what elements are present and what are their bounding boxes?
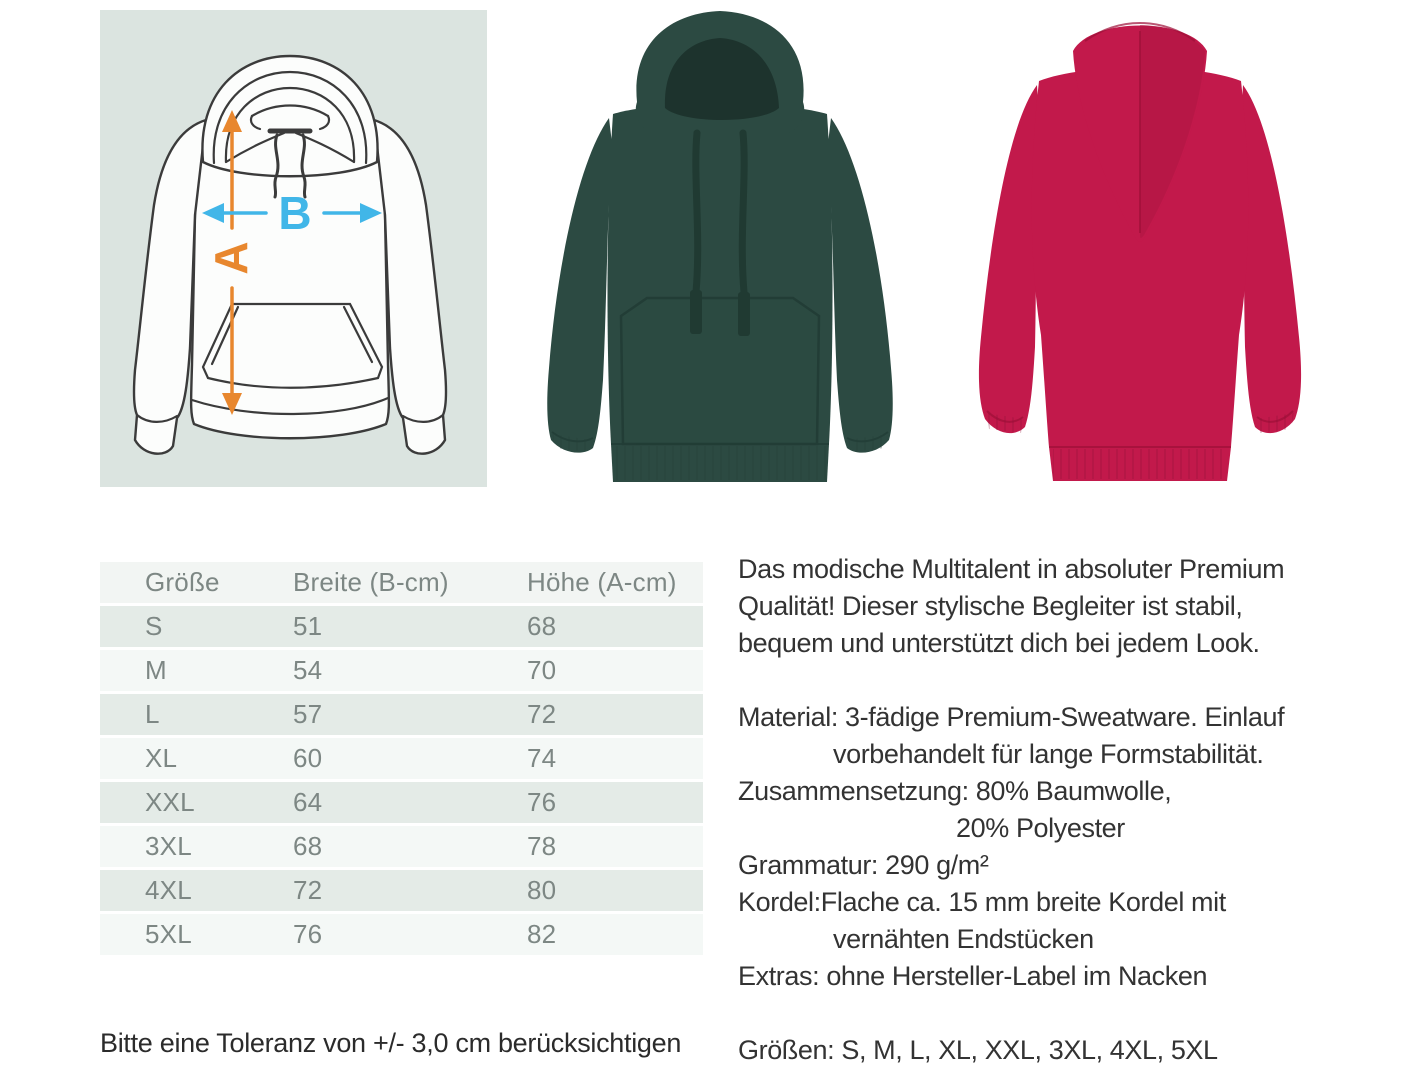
size-row-m (100, 650, 703, 694)
height-cell: 76 (482, 782, 703, 826)
size-diagram-panel (100, 10, 487, 487)
size-table-header-groesse: Größe (100, 562, 248, 606)
paragraph-gap (738, 662, 1424, 699)
height-cell: 80 (482, 870, 703, 914)
width-cell: 51 (248, 606, 482, 650)
description-line-zusammensetzung-cont: 20% Polyester (956, 813, 1125, 843)
size-cell: XXL (100, 782, 248, 826)
description-line: bequem und unterstützt dich bei jedem Look. (738, 628, 1260, 658)
description-line-extras: Extras: ohne Hersteller-Label im Nacken (738, 961, 1208, 991)
width-cell: 54 (248, 650, 482, 694)
size-table-header-row (100, 562, 703, 606)
hoodie-measurement-sketch (100, 10, 487, 487)
height-cell: 82 (482, 914, 703, 958)
product-photo-back-red (945, 5, 1335, 495)
width-cell: 68 (248, 826, 482, 870)
description-line-groessen: Größen: S, M, L, XL, XXL, 3XL, 4XL, 5XL (738, 1035, 1218, 1065)
description-line-kordel: Kordel:Flache ca. 15 mm breite Kordel mit (738, 887, 1226, 917)
width-label-b: B (278, 187, 312, 239)
description-line-zusammensetzung: Zusammensetzung: 80% Baumwolle, (738, 776, 1172, 806)
size-table-header-breite: Breite (B-cm) (248, 562, 482, 606)
kangaroo-pocket (621, 298, 819, 444)
size-row-3xl (100, 826, 703, 870)
hoodie-front-illustration (525, 0, 915, 500)
description-line-material-cont: vorbehandelt für lange Formstabilität. (833, 739, 1264, 769)
size-row-xl (100, 738, 703, 782)
width-cell: 57 (248, 694, 482, 738)
size-row-l (100, 694, 703, 738)
tolerance-note: Bitte eine Toleranz von +/- 3,0 cm berücksichtigen (100, 1028, 682, 1058)
size-table (100, 562, 703, 958)
height-cell: 72 (482, 694, 703, 738)
size-cell: M (100, 650, 248, 694)
width-cell: 76 (248, 914, 482, 958)
size-cell: L (100, 694, 248, 738)
size-row-4xl (100, 870, 703, 914)
waistband-rib (613, 446, 827, 480)
size-cell: 5XL (100, 914, 248, 958)
height-cell: 68 (482, 606, 703, 650)
height-cell: 70 (482, 650, 703, 694)
sketch-outline (134, 56, 446, 454)
width-cell: 64 (248, 782, 482, 826)
height-label-a: A (205, 241, 257, 275)
hem-rib (1053, 449, 1227, 479)
description-line: Das modische Multitalent in absoluter Premium (738, 554, 1285, 584)
description-line-grammatur: Grammatur: 290 g/m² (738, 850, 989, 880)
drawstring-aglet-left (690, 290, 702, 334)
description-line: Qualität! Dieser stylische Begleiter ist stabil, (738, 591, 1243, 621)
size-row-s (100, 606, 703, 650)
size-row-xxl (100, 782, 703, 826)
paragraph-gap (738, 995, 1424, 1032)
product-photo-front-green (525, 0, 915, 500)
hoodie-back-illustration (945, 5, 1335, 495)
height-cell: 78 (482, 826, 703, 870)
size-cell: 4XL (100, 870, 248, 914)
size-table-header-hoehe: Höhe (A-cm) (482, 562, 703, 606)
drawstring-aglet-right (738, 292, 750, 336)
size-row-5xl (100, 914, 703, 958)
width-cell: 72 (248, 870, 482, 914)
description-line-kordel-cont: vernähten Endstücken (833, 924, 1094, 954)
height-cell: 74 (482, 738, 703, 782)
size-cell: 3XL (100, 826, 248, 870)
width-cell: 60 (248, 738, 482, 782)
description-line-material: Material: 3-fädige Premium-Sweatware. Einlauf (738, 702, 1285, 732)
size-cell: S (100, 606, 248, 650)
product-description (738, 551, 1424, 1068)
size-cell: XL (100, 738, 248, 782)
